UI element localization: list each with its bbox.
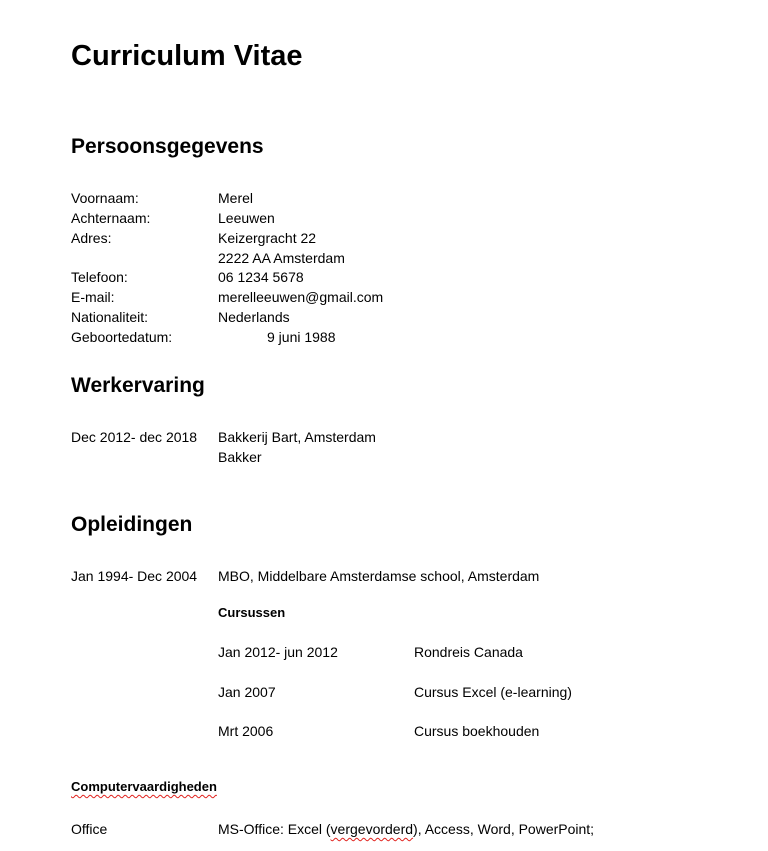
work-period: Dec 2012- dec 2018 [71,429,198,445]
value-voornaam: Merel [218,190,254,206]
skills-value-suffix: ), Access, Word, PowerPoint; [413,821,595,837]
education-period: Jan 1994- Dec 2004 [71,568,198,584]
label-adres: Adres: [71,230,112,246]
value-email: merelleeuwen@gmail.com [218,289,384,305]
label-nationaliteit: Nationaliteit: [71,309,149,325]
course-name: Rondreis Canada [414,644,523,660]
skills-label: Office [71,821,108,837]
courses-heading: Cursussen [218,605,286,620]
value-achternaam: Leeuwen [218,210,275,226]
education-description: MBO, Middelbare Amsterdamse school, Amsterdam [218,568,540,584]
spellcheck-flagged-word: vergevorderd [330,821,414,837]
value-telefoon: 06 1234 5678 [218,269,304,285]
personal-heading: Persoonsgegevens [71,135,264,158]
skills-value-prefix: MS-Office: Excel ( [218,821,331,837]
course-period: Mrt 2006 [218,723,274,739]
label-geboortedatum: Geboortedatum: [71,329,173,345]
value-geboortedatum: 9 juni 1988 [267,329,336,345]
skills-value [218,820,594,838]
skills-heading: Computervaardigheden [71,779,217,794]
label-achternaam: Achternaam: [71,210,151,226]
work-employer: Bakkerij Bart, Amsterdam [218,429,376,445]
document-title: Curriculum Vitae [71,40,303,72]
label-email: E-mail: [71,289,115,305]
course-period: Jan 2007 [218,684,276,700]
education-heading: Opleidingen [71,513,193,536]
course-name: Cursus boekhouden [414,723,540,739]
label-telefoon: Telefoon: [71,269,128,285]
value-nationaliteit: Nederlands [218,309,290,325]
value-adres-city: 2222 AA Amsterdam [218,250,345,266]
course-name: Cursus Excel (e-learning) [414,684,572,700]
work-heading: Werkervaring [71,374,205,397]
label-voornaam: Voornaam: [71,190,139,206]
work-role: Bakker [218,449,262,465]
course-period: Jan 2012- jun 2012 [218,644,338,660]
value-adres-street: Keizergracht 22 [218,230,317,246]
